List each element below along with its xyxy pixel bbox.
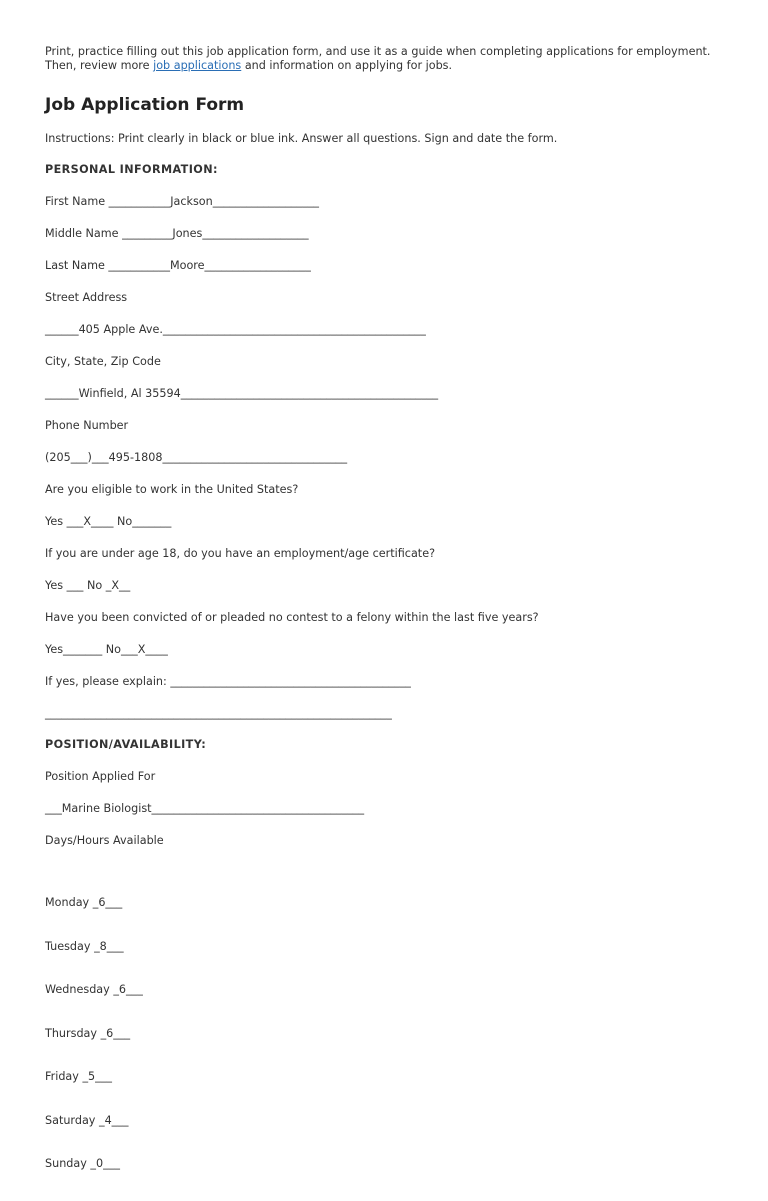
personal-info-heading: PERSONAL INFORMATION:: [45, 163, 218, 176]
days-hours-label: Days/Hours Available: [45, 834, 164, 847]
position-applied-label: Position Applied For: [45, 770, 156, 783]
days-hours-list: [45, 867, 745, 1201]
intro-line1: Print, practice filling out this job application form, and use it as a guide when completing applications for employment.: [45, 45, 711, 58]
first-name-field: First Name ___________Jackson___________________: [45, 195, 320, 208]
page-title: Job Application Form: [45, 95, 245, 115]
job-applications-link[interactable]: job applications: [153, 59, 242, 72]
position-applied-value: ___Marine Biologist______________________________________: [45, 802, 365, 815]
phone-value: (205___)___495-1808_________________________________: [45, 451, 348, 464]
city-state-zip-label: City, State, Zip Code: [45, 355, 161, 368]
day-thursday: Thursday _6___: [45, 1026, 131, 1040]
eligible-answer: Yes ___X____ No_______: [45, 515, 172, 528]
day-monday: Monday _6___: [45, 896, 123, 909]
day-saturday: Saturday _4___: [45, 1113, 129, 1127]
explain-field: If yes, please explain: ___________________________________________: [45, 675, 411, 688]
felony-question: Have you been convicted of or pleaded no contest to a felony within the last five years?: [45, 611, 539, 624]
middle-name-field: Middle Name _________Jones___________________: [45, 227, 309, 240]
city-state-zip-value: ______Winfield, Al 35594______________________________________________: [45, 387, 439, 400]
street-address-label: Street Address: [45, 291, 128, 304]
position-availability-heading: POSITION/AVAILABILITY:: [45, 738, 207, 751]
intro-line2-before: Then, review more: [45, 59, 154, 72]
explain-field-line2: ______________________________________________________________: [45, 707, 392, 720]
intro-line2-after: and information on applying for jobs.: [241, 59, 453, 72]
day-wednesday: Wednesday _6___: [45, 983, 143, 996]
under18-answer: Yes ___ No _X__: [45, 579, 131, 592]
street-address-value: ______405 Apple Ave._______________________________________________: [45, 323, 426, 336]
instructions-text: Instructions: Print clearly in black or blue ink. Answer all questions. Sign and date the form.: [45, 132, 558, 145]
felony-answer: Yes_______ No___X____: [45, 643, 168, 656]
day-tuesday: Tuesday _8___: [45, 939, 124, 953]
last-name-field: Last Name ___________Moore___________________: [45, 259, 311, 272]
day-friday: Friday _5___: [45, 1070, 112, 1083]
intro-text: [45, 45, 745, 73]
eligible-question: Are you eligible to work in the United States?: [45, 483, 299, 496]
day-sunday: Sunday _0___: [45, 1157, 120, 1170]
under18-question: If you are under age 18, do you have an employment/age certificate?: [45, 547, 436, 560]
phone-label: Phone Number: [45, 419, 129, 432]
